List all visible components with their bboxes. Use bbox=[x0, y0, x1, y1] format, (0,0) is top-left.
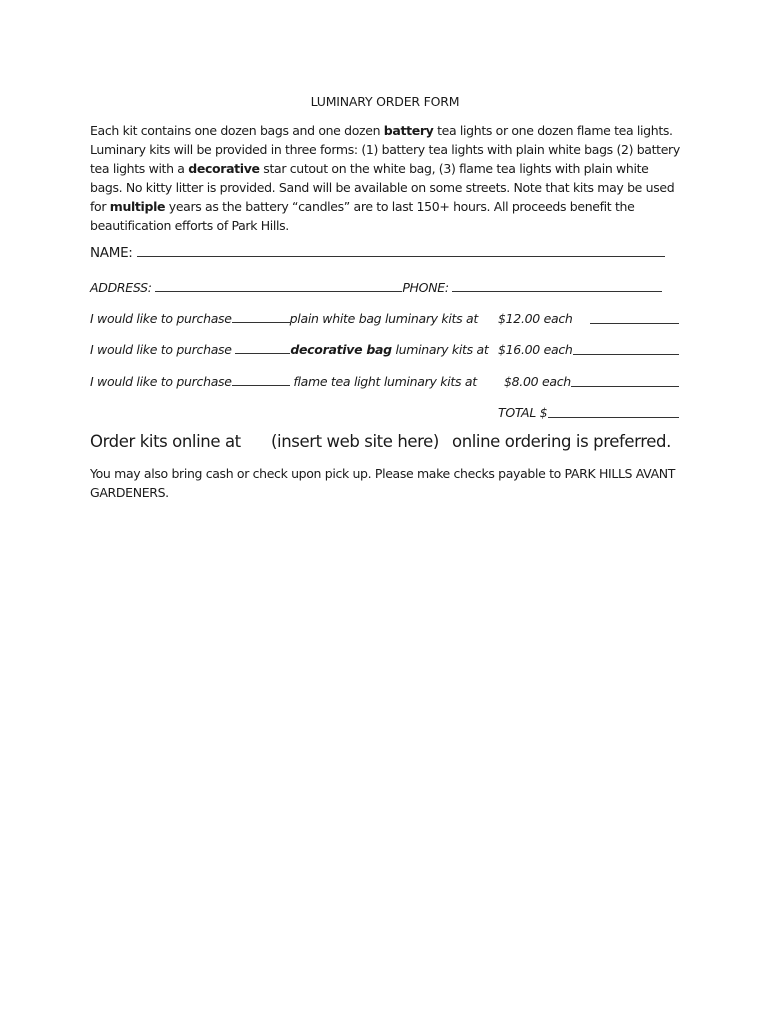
page-title: LUMINARY ORDER FORM bbox=[310, 94, 460, 109]
name-field[interactable] bbox=[137, 245, 665, 257]
purchase-row-flame bbox=[90, 374, 477, 389]
intro-bold-battery: battery bbox=[383, 123, 434, 138]
intro-paragraph bbox=[90, 121, 680, 235]
purchase-row-plain bbox=[90, 311, 478, 326]
phone-field[interactable] bbox=[452, 280, 662, 292]
purchase-row-decorative bbox=[90, 342, 488, 357]
intro-text-2: tea lights or one dozen flame tea lights. Luminary kits will be provided in three forms: (1) battery tea lights with plain white bags (2) battery tea lights with a bbox=[90, 123, 680, 176]
purchase-suffix: luminary kits at bbox=[391, 342, 489, 357]
purchase-prefix: I would like to purchase bbox=[90, 342, 232, 357]
plain-quantity-field[interactable] bbox=[232, 311, 290, 323]
purchase-bold: decorative bag bbox=[290, 342, 392, 357]
price-decorative: $16.00 each bbox=[498, 342, 573, 357]
intro-text-1: Each kit contains one dozen bags and one dozen bbox=[90, 123, 384, 138]
intro-text-4: years as the battery “candles” are to last 150+ hours. All proceeds benefit the beautification efforts of Park Hills. bbox=[90, 199, 635, 233]
closing-paragraph: You may also bring cash or check upon pick up. Please make checks payable to PARK HILLS AVANT GARDENERS. bbox=[90, 466, 676, 500]
price-flame: $8.00 each bbox=[504, 374, 571, 389]
purchase-prefix: I would like to purchase bbox=[90, 311, 232, 326]
address-phone-row bbox=[90, 280, 662, 295]
web-site-link[interactable]: (insert web site here) bbox=[271, 432, 439, 451]
intro-text-3: star cutout on the white bag, (3) flame tea lights with plain white bags. No kitty litter is provided. Sand will be available on some streets. Note that kits may be used for bbox=[90, 161, 675, 214]
purchase-suffix: flame tea light luminary kits at bbox=[289, 374, 477, 389]
decorative-amount-field[interactable] bbox=[573, 343, 679, 355]
total-amount-field[interactable] bbox=[548, 406, 679, 418]
phone-label: PHONE: bbox=[402, 280, 449, 295]
flame-quantity-field[interactable] bbox=[232, 374, 290, 386]
name-label: NAME: bbox=[90, 245, 133, 261]
address-field[interactable] bbox=[155, 280, 402, 292]
intro-bold-decorative: decorative bbox=[188, 161, 260, 176]
purchase-prefix: I would like to purchase bbox=[90, 374, 232, 389]
price-plain: $12.00 each bbox=[498, 311, 573, 326]
online-lead: Order kits online at bbox=[90, 432, 241, 451]
address-label: ADDRESS: bbox=[90, 280, 152, 295]
purchase-suffix: plain white bag luminary kits at bbox=[289, 311, 478, 326]
plain-amount-field[interactable] bbox=[590, 312, 679, 324]
decorative-quantity-field[interactable] bbox=[235, 342, 290, 354]
intro-bold-multiple: multiple bbox=[109, 199, 166, 214]
online-tail: online ordering is preferred. bbox=[452, 432, 671, 451]
name-row bbox=[90, 245, 665, 261]
total-label: TOTAL $ bbox=[498, 405, 548, 420]
flame-amount-field[interactable] bbox=[571, 375, 679, 387]
